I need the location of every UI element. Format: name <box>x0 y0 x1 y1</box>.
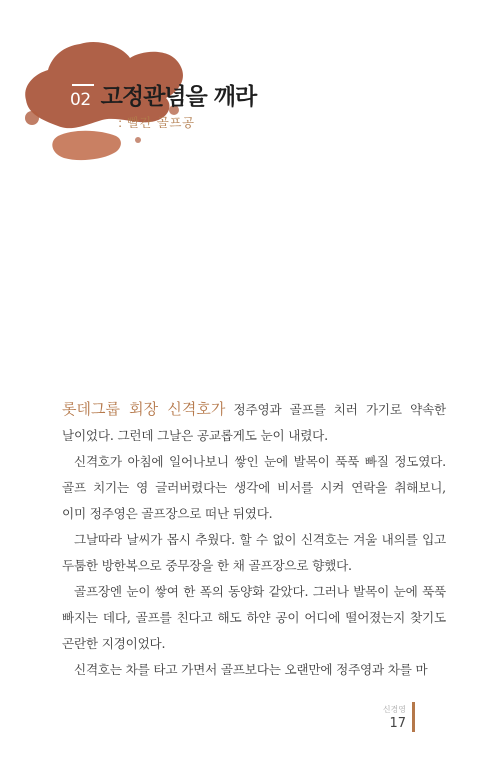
running-footer: 신경영 <box>382 705 406 714</box>
paragraph-3: 그날따라 날씨가 몹시 추웠다. 할 수 없이 신격호는 겨울 내의를 입고 두툼한 방한복으로 중무장을 한 채 골프장으로 향했다. <box>62 532 446 573</box>
chapter-number-rule <box>72 84 94 86</box>
lead-phrase: 롯데그룹 회장 신격호가 <box>62 400 226 418</box>
paragraph-2: 신격호가 아침에 일어나보니 쌓인 눈에 발목이 푹푹 빠질 정도였다. 골프 치기는 영 글러버렸다는 생각에 비서를 시켜 연락을 취해보니, 이미 정주영은 골프장으로 떠난 뒤였다. <box>62 454 446 521</box>
page-number-bar <box>412 702 415 732</box>
chapter-subtitle: : 빨간 골프공 <box>118 115 195 130</box>
paragraph-4: 골프장엔 눈이 쌓여 한 폭의 동양화 같았다. 그러나 발목이 눈에 푹푹 빠지는 데다, 골프를 친다고 해도 하얀 공이 어디에 떨어졌는지 찾기도 곤란한 지경이었다. <box>62 584 446 651</box>
chapter-number-block <box>70 90 91 110</box>
paragraph-1 <box>62 396 446 449</box>
chapter-number: 02 <box>70 90 91 110</box>
body-text <box>62 396 446 683</box>
page-number: 17 <box>389 716 406 731</box>
paragraph-1-text: 정주영과 골프를 치러 가기로 약속한 날이었다. 그런데 그날은 공교롭게도 눈이 내렸다. <box>62 402 446 443</box>
chapter-heading <box>70 74 256 110</box>
chapter-title: 고정관념을 깨라 <box>100 84 257 110</box>
paragraph-5: 신격호는 차를 타고 가면서 골프보다는 오랜만에 정주영과 차를 마 <box>74 662 428 677</box>
